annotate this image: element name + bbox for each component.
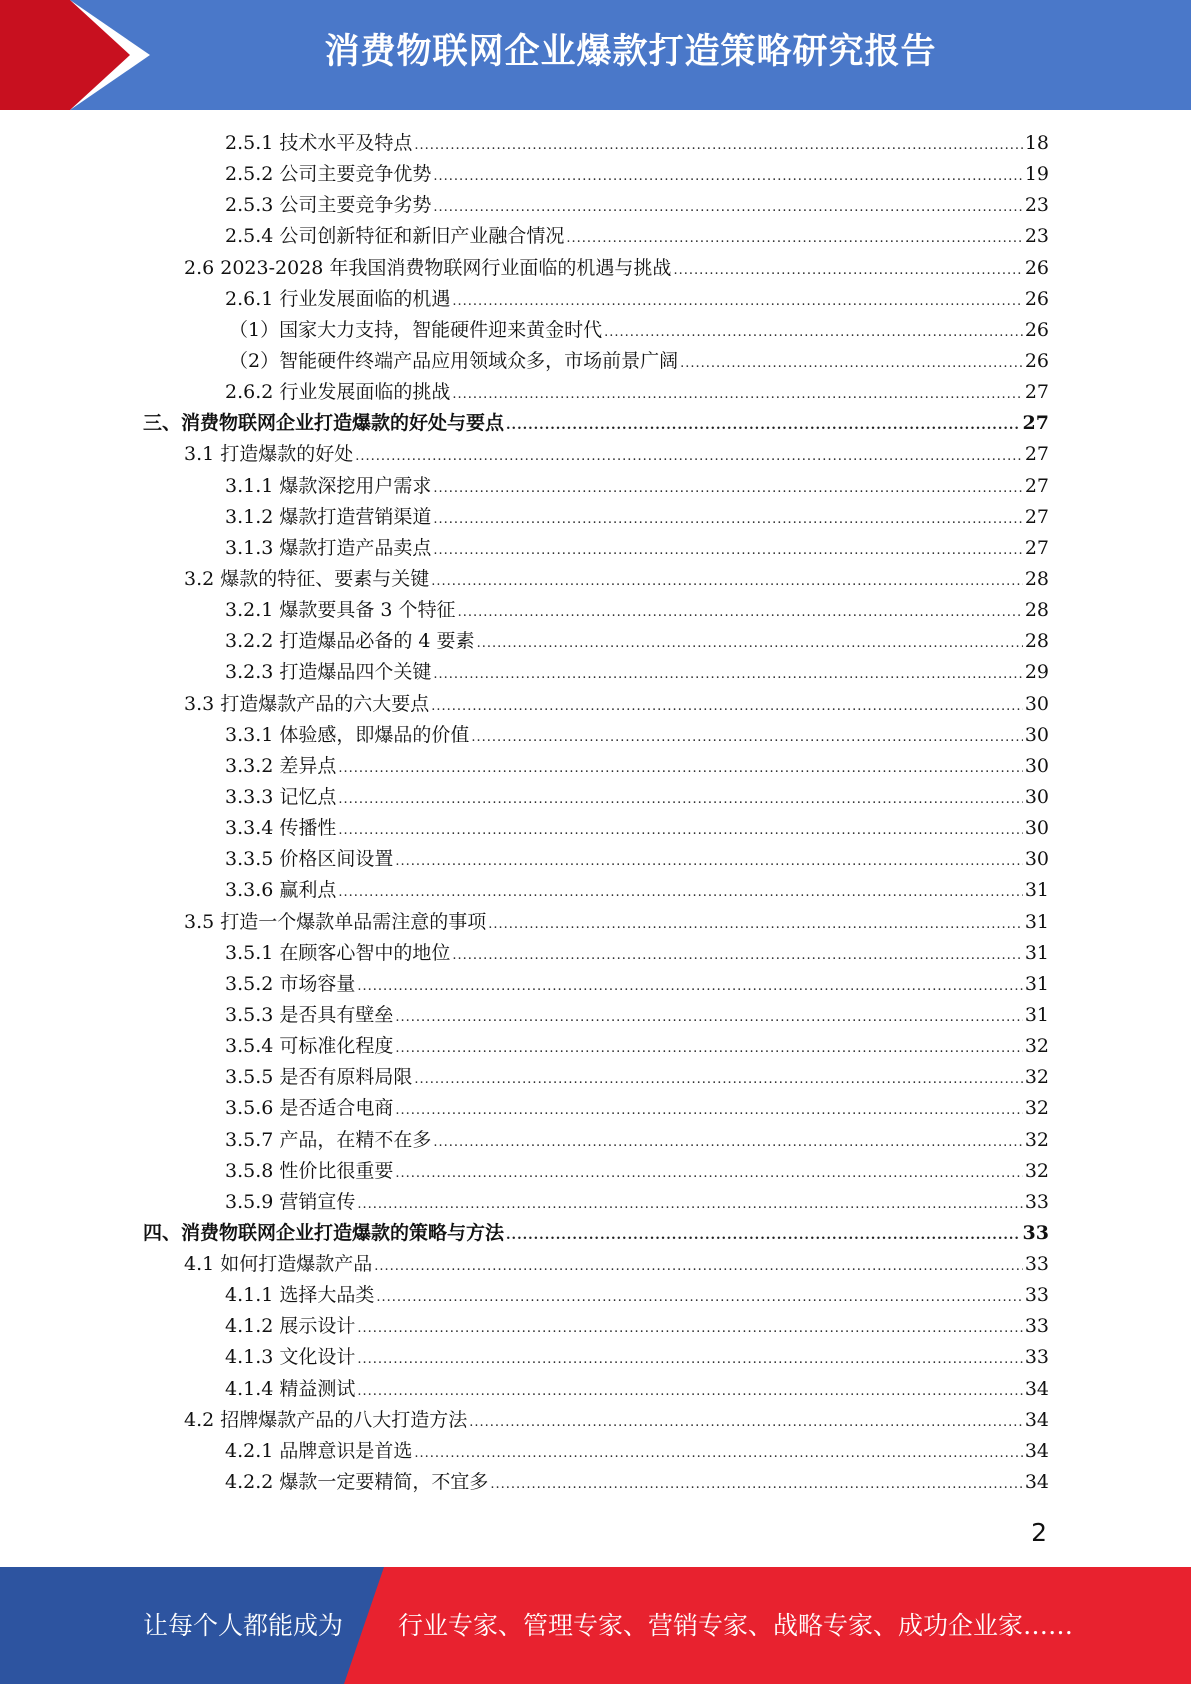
toc-entry[interactable] [0, 253, 1049, 284]
toc-entry-page: 27 [1024, 381, 1049, 404]
toc-entry-page: 34 [1024, 1471, 1049, 1494]
toc-entry[interactable] [0, 720, 1049, 751]
toc-entry-label: 3.5.3 是否具有壁垒 [225, 1003, 394, 1026]
toc-entry-label: 3.5.2 市场容量 [225, 972, 356, 995]
toc-leader-dots [433, 659, 1022, 690]
toc-entry[interactable] [0, 657, 1049, 688]
toc-entry[interactable] [0, 471, 1049, 502]
toc-entry-page: 28 [1024, 567, 1049, 590]
toc-entry-page: 32 [1024, 1097, 1049, 1120]
toc-entry-page: 34 [1024, 1377, 1049, 1400]
toc-entry-page: 27 [1024, 474, 1049, 497]
toc-entry-label: 3.5.7 产品，在精不在多 [225, 1128, 432, 1151]
toc-entry-label: 4.2 招牌爆款产品的八大打造方法 [184, 1408, 468, 1431]
toc-leader-dots [338, 784, 1022, 815]
toc-leader-dots [414, 1438, 1022, 1469]
toc-entry-label: 3.5.6 是否适合电商 [225, 1097, 394, 1120]
toc-entry-page: 31 [1024, 941, 1049, 964]
toc-leader-dots [433, 1127, 1022, 1158]
footer-slogan-left: 让每个人都能成为 [143, 1611, 344, 1640]
toc-leader-dots [357, 1189, 1022, 1220]
toc-leader-dots [414, 130, 1022, 161]
toc-entry[interactable] [0, 190, 1049, 221]
toc-leader-dots [431, 566, 1023, 597]
toc-entry-label: 3.2.3 打造爆品四个关键 [225, 661, 432, 684]
page-number: 2 [1031, 1518, 1047, 1547]
toc-entry-page: 30 [1024, 848, 1049, 871]
toc-entry-label: 3.2.1 爆款要具备 3 个特征 [225, 599, 456, 622]
toc-leader-dots [490, 1469, 1022, 1500]
toc-leader-dots [357, 1344, 1022, 1375]
toc-leader-dots [431, 691, 1023, 722]
toc-entry[interactable] [0, 595, 1049, 626]
toc-entry[interactable] [0, 1125, 1049, 1156]
toc-leader-dots [452, 286, 1022, 317]
toc-leader-dots [433, 161, 1022, 192]
toc-entry-label: 四、消费物联网企业打造爆款的策略与方法 [143, 1221, 505, 1244]
toc-entry-page: 23 [1024, 225, 1049, 248]
toc-leader-dots [395, 1033, 1022, 1064]
toc-entry[interactable] [0, 782, 1049, 813]
toc-entry-label: 3.1.3 爆款打造产品卖点 [225, 536, 432, 559]
toc-entry-page: 33 [1024, 1346, 1049, 1369]
toc-entry-label: 3.3.6 赢利点 [225, 879, 337, 902]
toc-leader-dots [471, 722, 1022, 753]
toc-entry[interactable] [0, 813, 1049, 844]
toc-entry[interactable] [0, 1311, 1049, 1342]
report-title: 消费物联网企业爆款打造策略研究报告 [324, 32, 937, 72]
toc-entry-page: 34 [1024, 1439, 1049, 1462]
toc-entry[interactable] [0, 439, 1049, 470]
toc-entry[interactable] [0, 408, 1049, 439]
toc-entry-page: 31 [1024, 972, 1049, 995]
toc-entry[interactable] [0, 315, 1049, 346]
toc-entry-page: 26 [1024, 256, 1049, 279]
page-header [0, 0, 1191, 110]
toc-entry-label: 3.5.4 可标准化程度 [225, 1035, 394, 1058]
page-footer [0, 1567, 1191, 1684]
toc-entry-page: 30 [1024, 817, 1049, 840]
toc-leader-dots [506, 410, 1021, 441]
toc-entry-label: 2.6 2023-2028 年我国消费物联网行业面临的机遇与挑战 [184, 256, 672, 279]
toc-leader-dots [433, 473, 1022, 504]
toc-entry-page: 30 [1024, 723, 1049, 746]
toc-leader-dots [395, 1002, 1022, 1033]
toc-leader-dots [357, 1313, 1022, 1344]
toc-entry-label: 3.5.8 性价比很重要 [225, 1159, 394, 1182]
toc-leader-dots [338, 815, 1022, 846]
toc-entry-page: 19 [1024, 163, 1049, 186]
toc-entry-label: 3.2 爆款的特征、要素与关键 [184, 567, 430, 590]
toc-entry-label: 2.5.4 公司创新特征和新旧产业融合情况 [225, 225, 565, 248]
footer-slogan-right: 行业专家、管理专家、营销专家、战略专家、成功企业家…… [398, 1611, 1074, 1640]
toc-leader-dots [355, 441, 1023, 472]
toc-entry[interactable] [0, 1031, 1049, 1062]
toc-entry-label: 3.1.1 爆款深挖用户需求 [225, 474, 432, 497]
toc-entry-label: 3.3.5 价格区间设置 [225, 848, 394, 871]
toc-entry[interactable] [0, 1280, 1049, 1311]
toc-entry-page: 18 [1024, 132, 1049, 154]
toc-entry[interactable] [0, 626, 1049, 657]
toc-entry-label: 4.1.3 文化设计 [225, 1346, 356, 1369]
toc-entry[interactable] [0, 844, 1049, 875]
toc-entry-label: 3.3.3 记忆点 [225, 785, 337, 808]
toc-leader-dots [357, 971, 1022, 1002]
toc-entry-page: 28 [1024, 630, 1049, 653]
toc-entry-page: 33 [1024, 1315, 1049, 1338]
toc-entry[interactable] [0, 502, 1049, 533]
toc-entry[interactable] [0, 1342, 1049, 1373]
toc-entry-page: 23 [1024, 194, 1049, 217]
toc-entry-label: 3.5.5 是否有原料局限 [225, 1066, 413, 1089]
toc-leader-dots [452, 379, 1022, 410]
toc-leader-dots [566, 223, 1022, 254]
toc-leader-dots [433, 535, 1022, 566]
toc-entry-label: 2.5.3 公司主要竞争劣势 [225, 194, 432, 217]
toc-entry[interactable] [0, 1436, 1049, 1467]
toc-entry-page: 31 [1024, 879, 1049, 902]
header-red-block [0, 0, 70, 110]
toc-entry-label: 3.5.1 在顾客心智中的地位 [225, 941, 451, 964]
toc-entry-label: 3.1.2 爆款打造营销渠道 [225, 505, 432, 528]
toc-entry-page: 29 [1024, 661, 1049, 684]
toc-entry-page: 28 [1024, 599, 1049, 622]
header-arrow-icon [70, 0, 130, 110]
toc-entry[interactable] [0, 689, 1049, 720]
toc-entry-label: 4.1.2 展示设计 [225, 1315, 356, 1338]
toc-entry-page: 34 [1024, 1408, 1049, 1431]
toc-leader-dots [452, 940, 1022, 971]
toc-entry[interactable] [0, 564, 1049, 595]
toc-entry[interactable] [0, 1156, 1049, 1187]
toc-leader-dots [395, 846, 1022, 877]
toc-leader-dots [338, 877, 1022, 908]
toc-entry[interactable] [0, 533, 1049, 564]
toc-leader-dots [680, 348, 1023, 379]
toc-entry-label: 2.5.2 公司主要竞争优势 [225, 163, 432, 186]
toc-entry[interactable] [0, 1000, 1049, 1031]
toc-leader-dots [338, 753, 1022, 784]
toc-entry-label: （1）国家大力支持，智能硬件迎来黄金时代 [229, 318, 603, 341]
toc-leader-dots [395, 1095, 1022, 1126]
toc-entry-page: 30 [1024, 754, 1049, 777]
toc-entry-page: 27 [1024, 443, 1049, 466]
toc-entry[interactable] [0, 1187, 1049, 1218]
toc-entry-page: 33 [1024, 1284, 1049, 1307]
toc-entry[interactable] [0, 221, 1049, 252]
toc-entry-label: 4.1.1 选择大品类 [225, 1284, 375, 1307]
toc-entry[interactable] [0, 875, 1049, 906]
toc-entry-page: 27 [1024, 505, 1049, 528]
toc-entry-label: 2.6.1 行业发展面临的机遇 [225, 287, 451, 310]
toc-entry-label: 3.3 打造爆款产品的六大要点 [184, 692, 430, 715]
toc-entry-label: 3.3.4 传播性 [225, 817, 337, 840]
toc-entry-label: 2.6.2 行业发展面临的挑战 [225, 381, 451, 404]
toc-entry-page: 26 [1024, 349, 1049, 372]
toc-entry[interactable] [0, 969, 1049, 1000]
toc-entry[interactable] [0, 1062, 1049, 1093]
toc-leader-dots [458, 597, 1023, 628]
toc-entry-page: 33 [1022, 1221, 1049, 1244]
toc-leader-dots [433, 504, 1022, 535]
toc-leader-dots [376, 1282, 1022, 1313]
toc-entry-page: 30 [1024, 785, 1049, 808]
toc-entry-page: 31 [1024, 910, 1049, 933]
toc-entry-page: 33 [1024, 1253, 1049, 1276]
toc-entry-page: 32 [1024, 1159, 1049, 1182]
toc-entry-page: 32 [1024, 1128, 1049, 1151]
toc-entry-label: 3.5.9 营销宣传 [225, 1190, 356, 1213]
toc-entry[interactable] [0, 128, 1049, 159]
toc-leader-dots [414, 1064, 1022, 1095]
toc-entry-page: 26 [1024, 287, 1049, 310]
toc-entry-page: 32 [1024, 1066, 1049, 1089]
toc-entry-page: 26 [1024, 318, 1049, 341]
toc-entry[interactable] [0, 938, 1049, 969]
toc-leader-dots [395, 1158, 1022, 1189]
toc-entry-label: 3.3.1 体验感，即爆品的价值 [225, 723, 470, 746]
toc-leader-dots [604, 317, 1023, 348]
toc-entry-page: 27 [1022, 412, 1049, 435]
toc-entry-page: 30 [1024, 692, 1049, 715]
toc-entry-label: 3.3.2 差异点 [225, 754, 337, 777]
table-of-contents [0, 128, 1191, 1498]
toc-entry-label: 2.5.1 技术水平及特点 [225, 132, 413, 154]
toc-entry[interactable] [0, 1218, 1049, 1249]
toc-entry-page: 27 [1024, 536, 1049, 559]
toc-entry-label: 4.2.1 品牌意识是首选 [225, 1439, 413, 1462]
toc-entry[interactable] [0, 377, 1049, 408]
toc-entry-label: 4.1 如何打造爆款产品 [184, 1253, 373, 1276]
toc-leader-dots [673, 255, 1022, 286]
toc-entry-label: 三、消费物联网企业打造爆款的好处与要点 [143, 412, 505, 435]
toc-entry-label: 3.5 打造一个爆款单品需注意的事项 [184, 910, 487, 933]
toc-entry-label: 4.2.2 爆款一定要精简，不宜多 [225, 1471, 489, 1494]
toc-leader-dots [477, 628, 1023, 659]
toc-leader-dots [433, 192, 1022, 223]
toc-entry-page: 31 [1024, 1003, 1049, 1026]
toc-leader-dots [488, 909, 1023, 940]
toc-entry-label: 3.1 打造爆款的好处 [184, 443, 354, 466]
toc-leader-dots [469, 1407, 1023, 1438]
toc-entry-page: 33 [1024, 1190, 1049, 1213]
toc-entry[interactable] [0, 284, 1049, 315]
toc-leader-dots [357, 1376, 1022, 1407]
toc-entry[interactable] [0, 751, 1049, 782]
toc-entry[interactable] [0, 159, 1049, 190]
toc-entry[interactable] [0, 1249, 1049, 1280]
toc-entry[interactable] [0, 1405, 1049, 1436]
toc-entry-label: 4.1.4 精益测试 [225, 1377, 356, 1400]
toc-entry-label: （2）智能硬件终端产品应用领域众多，市场前景广阔 [229, 349, 679, 372]
toc-entry[interactable] [0, 1093, 1049, 1124]
toc-entry[interactable] [0, 907, 1049, 938]
toc-entry[interactable] [0, 1467, 1049, 1498]
toc-entry-label: 3.2.2 打造爆品必备的 4 要素 [225, 630, 475, 653]
toc-leader-dots [506, 1220, 1021, 1251]
toc-entry[interactable] [0, 346, 1049, 377]
toc-leader-dots [374, 1251, 1023, 1282]
toc-entry-page: 32 [1024, 1035, 1049, 1058]
toc-entry[interactable] [0, 1374, 1049, 1405]
